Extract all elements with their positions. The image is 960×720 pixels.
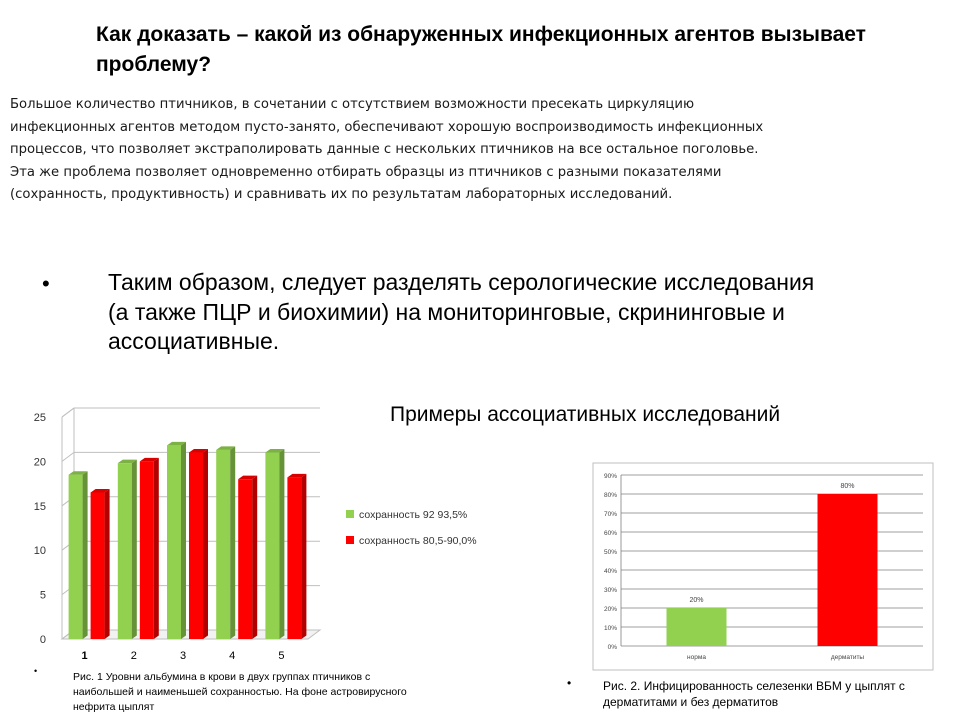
chart1-bar: [189, 453, 203, 639]
chart1-bar-side: [279, 449, 284, 639]
chart2-y-tick-label: 90%: [603, 473, 617, 480]
infection-bar-chart: [573, 462, 935, 672]
chart2-y-tick-label: 0%: [607, 644, 617, 651]
chart2-x-tick-label: дерматиты: [830, 654, 865, 661]
slide-title: Как доказать – какой из обнаруженных инфекционных агентов вызывает проблему?: [96, 23, 866, 76]
chart1-y-tick-label: 5: [39, 589, 46, 602]
chart1-bar-side: [301, 474, 306, 639]
chart1-y-ticks: [34, 412, 46, 646]
chart1-bar-side: [105, 489, 110, 639]
chart2-bar: [818, 494, 878, 646]
chart1-legend-swatch: [346, 536, 354, 544]
chart1-bar: [238, 479, 252, 639]
chart2-x-tick-label: норма: [687, 654, 706, 661]
chart1-bar-side: [203, 449, 208, 639]
chart2-y-tick-label: 30%: [603, 587, 617, 594]
chart1-bars: [69, 442, 307, 639]
bullet-text: Таким образом, следует разделять серологические исследования (а также ПЦР и биохимии) на мониторинговые, скрининговые и ассоциативные.: [108, 269, 815, 354]
chart1-y-tick-label: 20: [33, 456, 46, 469]
chart1-gridline: [62, 408, 74, 417]
chart1-x-ticks: [82, 650, 285, 662]
chart1-bar: [140, 461, 154, 639]
caption1-bullet: •: [34, 666, 38, 676]
chart1-x-tick-label: 4: [229, 650, 236, 662]
chart1-bar-side: [132, 460, 137, 639]
figure2-caption: Рис. 2. Инфицированность селезенки ВБМ у цыплят с дерматитами и без дерматитов: [603, 679, 905, 709]
chart2-bar: [667, 608, 727, 646]
bullet-point: •: [42, 271, 50, 296]
chart1-bar: [69, 475, 83, 639]
chart2-y-tick-label: 10%: [603, 625, 617, 632]
chart2-data-label: 20%: [689, 597, 704, 604]
chart1-bar: [118, 463, 132, 639]
chart1-bar-side: [181, 442, 186, 639]
chart1-x-tick-label: 1: [81, 650, 88, 662]
chart1-bar: [91, 492, 105, 639]
paragraph-1: Большое количество птичников, в сочетании с отсутствием возможности пресекать циркуляцию инфекционных агентов методом пусто-занято, обеспечивают хорошую воспроизводимость инфекционных процессов, что позволяет экстраполировать данные с нескольких птичников на все остальное поголовье.: [10, 97, 764, 158]
chart1-x-tick-label: 2: [130, 650, 137, 662]
chart1-bar-side: [252, 476, 257, 639]
chart2-y-tick-label: 20%: [603, 606, 617, 613]
caption2-bullet: •: [567, 676, 572, 690]
chart1-x-tick-label: 3: [179, 650, 187, 662]
chart1-y-tick-label: 10: [33, 545, 46, 558]
chart1-y-tick-label: 0: [39, 634, 46, 646]
chart1-bar: [167, 445, 181, 639]
chart1-legend: [346, 509, 477, 547]
chart2-y-tick-label: 40%: [603, 568, 617, 575]
chart2-y-tick-label: 60%: [603, 530, 617, 537]
chart1-x-tick-label: 5: [278, 650, 285, 662]
chart2-y-tick-label: 80%: [603, 492, 617, 499]
chart1-bar-side: [230, 446, 235, 639]
chart1-y-tick-label: 15: [33, 500, 46, 513]
paragraph-2: Эта же проблема позволяет одновременно отбирать образцы из птичников с разными показателями (сохранность, продуктивность) и сравнивать их по результатам лабораторных исследований.: [10, 164, 722, 203]
intro-paragraph: [10, 94, 800, 207]
chart1-y-tick-label: 25: [33, 412, 46, 424]
chart1-bar-side: [154, 458, 159, 639]
figure1-caption: Рис. 1 Уровни альбумина в крови в двух группах птичников с наибольшей и наименьшей сохранностью. На фоне астровирусного нефрита цыплят: [73, 671, 407, 713]
chart1-bar: [287, 477, 301, 639]
chart1-legend-swatch: [346, 510, 354, 518]
chart1-legend-label: сохранность 92 93,5%: [359, 509, 468, 521]
examples-heading: Примеры ассоциативных исследований: [390, 403, 781, 426]
chart2-data-label: 80%: [840, 483, 855, 490]
albumin-bar-chart: [0, 398, 560, 662]
chart1-gridline: [62, 452, 74, 461]
chart2-y-tick-label: 70%: [603, 511, 617, 518]
chart1-legend-label: сохранность 80,5-90,0%: [359, 535, 477, 547]
chart1-bar: [265, 453, 279, 639]
chart1-bar: [216, 450, 230, 639]
chart1-bar-side: [83, 471, 88, 639]
chart2-y-tick-label: 50%: [603, 549, 617, 556]
